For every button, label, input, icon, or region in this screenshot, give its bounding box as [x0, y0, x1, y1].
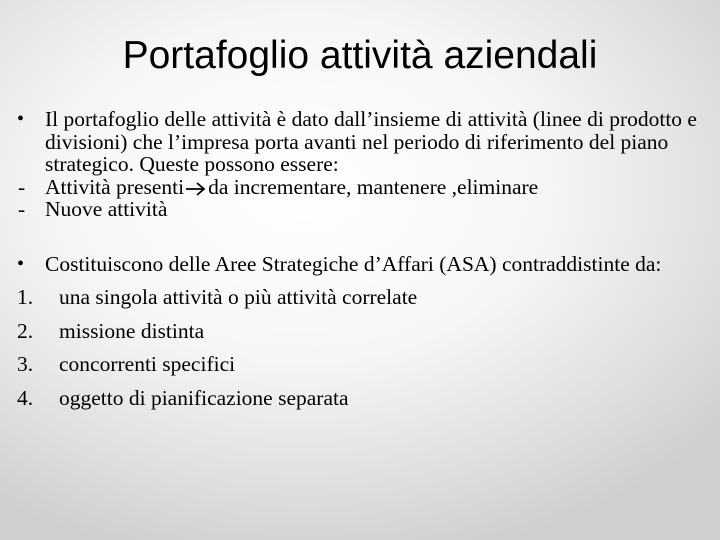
numbered-item — [17, 320, 707, 343]
number-marker: 3. — [17, 352, 34, 376]
arrow-right-icon — [185, 181, 207, 197]
numbered-text: missione distinta — [59, 318, 205, 343]
spacer — [17, 221, 707, 253]
number-marker: 2. — [17, 318, 34, 343]
numbered-item — [17, 387, 707, 410]
bullet-item — [17, 108, 707, 176]
dash-text-after: da incrementare, mantenere ,eliminare — [208, 174, 539, 199]
numbered-text: concorrenti specifici — [59, 352, 236, 376]
numbered-item — [17, 353, 707, 376]
bullet-marker: • — [17, 252, 25, 275]
numbered-text: oggetto di pianificazione separata — [59, 385, 349, 410]
number-marker: 1. — [17, 285, 34, 309]
dash-marker: - — [18, 197, 26, 221]
bullet-text: Il portafoglio delle attività è dato dall’insieme di attività (linee di prodotto e divisioni) che l’impresa porta avanti nel periodo di riferimento del piano strategico. Queste possono essere: — [45, 107, 697, 176]
bullet-marker: • — [17, 108, 25, 130]
bullet-item — [17, 253, 707, 276]
bullet-text: Costituiscono delle Aree Strategiche d’Affari (ASA) contraddistinte da: — [45, 251, 662, 276]
dash-text-before: Attività presenti — [45, 174, 185, 199]
number-marker: 4. — [17, 385, 34, 410]
numbered-item — [17, 286, 707, 309]
slide-title: Portafoglio attività aziendali — [122, 34, 598, 77]
dash-item — [17, 198, 707, 221]
slide-body — [17, 108, 707, 409]
dash-text: Nuove attività — [45, 197, 168, 221]
dash-item — [17, 176, 707, 199]
dash-marker: - — [18, 174, 26, 199]
numbered-text: una singola attività o più attività correlate — [59, 285, 418, 309]
